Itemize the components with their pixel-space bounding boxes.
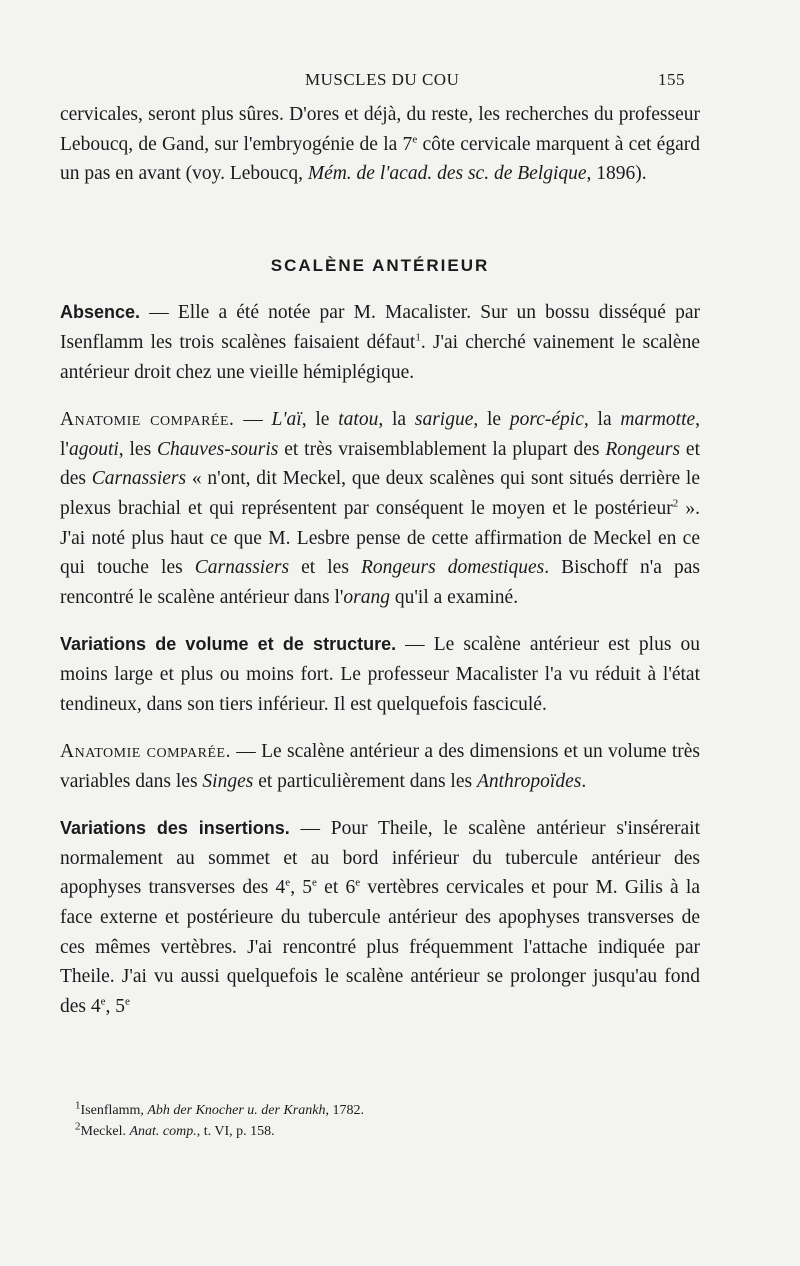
absence-label: Absence. [60, 302, 141, 323]
italic-term: marmotte [620, 409, 696, 431]
text-run: cervicales, seront plus sûres. D'ores et déjà, du reste, les recherches du professeur Leboucq, de Gand, sur l'embryogénie de la 7 [60, 104, 700, 155]
page-number: 155 [658, 70, 685, 89]
variations-insertions-label: Variations des insertions. [60, 818, 290, 839]
italic-term: sarigue [414, 409, 474, 431]
citation-italic: Anat. comp. [129, 1124, 197, 1139]
superscript: e [412, 133, 418, 146]
footnote-ref: 1 [415, 331, 421, 344]
text-run: , l' [60, 409, 701, 460]
italic-term: agouti [68, 438, 119, 460]
italic-term: Singes [202, 770, 254, 792]
italic-term: orang [343, 586, 391, 608]
text-run: — Le scalène antérieur a des dimensions et un volume très variables dans les [60, 741, 700, 792]
italic-term: Chauves-souris [157, 438, 279, 460]
text-run: vertèbres cervicales et pour M. Gilis à la face externe et postérieure du tubercule antérieur des apophyses transverses de ces mêmes vertèbres. J'ai rencontré plus fréquemment l'attache indiquée par Theile. J'ai vu aussi quelquefois le scalène antérieur se prolonger jusqu'au fond des 4 [60, 877, 700, 1017]
superscript: e [125, 995, 130, 1008]
citation-italic: Mém. de l'acad. des sc. de Belgique [307, 163, 587, 185]
text-run: , le [473, 409, 510, 431]
variations-insertions-paragraph [60, 814, 700, 1021]
text-run: — Elle a été notée par M. Macalister. Sur un bossu disséqué par Isenflamm les trois scalènes faisaient défaut [60, 302, 700, 353]
text-run: , 1782. [325, 1103, 364, 1118]
text-run: . [581, 770, 587, 792]
variations-volume-paragraph [60, 630, 700, 719]
text-run: côte cervicale marquent à cet égard un pas en avant (voy. Leboucq, [60, 133, 700, 185]
text-run: et particulièrement dans les [253, 770, 477, 792]
text-run: , t. VI, p. 158. [196, 1124, 275, 1139]
text-run: et les [289, 557, 361, 579]
absence-paragraph [60, 298, 700, 387]
text-run: , 5 [105, 995, 126, 1017]
text-run: Meckel. [80, 1124, 130, 1139]
text-run: et très vraisemblablement la plupart des [278, 438, 606, 460]
page-body [60, 100, 700, 1021]
text-run: « n'ont, dit Meckel, que deux scalènes qui sont situés derrière le plexus brachial et qui représentent par conséquent le moyen et le postérieur [60, 468, 700, 519]
italic-term: tatou [338, 409, 379, 431]
text-run: , la [583, 409, 621, 431]
text-run: et des [60, 438, 700, 490]
footnote-ref: 2 [672, 497, 679, 510]
superscript: e [355, 876, 361, 889]
footnote-number: 1 [75, 1099, 81, 1112]
text-run: Isenflamm, [80, 1103, 148, 1118]
italic-term: Rongeurs [605, 438, 681, 460]
italic-term: Carnassiers [194, 557, 290, 579]
text-run: — Pour Theile, le scalène antérieur s'insérerait normalement au sommet et au bord inférieur du tubercule antérieur des apophyses transverses des 4 [60, 818, 700, 899]
italic-term: Rongeurs domestiques [360, 557, 545, 579]
running-title: MUSCLES DU COU [305, 70, 460, 89]
italic-term: porc-épic [509, 409, 584, 431]
text-run: . J'ai cherché vainement le scalène antérieur droit chez une vieille hémiplégique. [60, 331, 700, 383]
section-heading: SCALÈNE ANTÉRIEUR [270, 255, 490, 275]
footnotes [75, 1100, 675, 1142]
italic-term: Anthropoïdes [476, 770, 582, 792]
citation-italic: Abh der Knocher u. der Krankh [147, 1103, 326, 1118]
superscript: e [100, 995, 106, 1008]
italic-term: L'aï [271, 409, 302, 431]
text-run: , le [301, 409, 339, 431]
text-run: qu'il a examiné. [390, 586, 519, 608]
text-run: ». J'ai noté plus haut ce que M. Lesbre pense de cette affirmation de Meckel en ce qui touche les [60, 497, 700, 579]
variations-volume-label: Variations de volume et de structure. [60, 634, 397, 655]
footnote-number: 2 [75, 1120, 81, 1133]
italic-term: Carnassiers [91, 468, 187, 490]
anatomie-label: Anatomie comparée. [60, 409, 235, 431]
anatomie-paragraph-2 [60, 737, 700, 796]
text-run: , la [378, 409, 415, 431]
text-run: et 6 [316, 877, 356, 899]
text-run: — [234, 409, 272, 431]
anatomie-label: Anatomie comparée. [60, 741, 231, 763]
text-run: , 1896). [586, 163, 647, 185]
text-run: , 5 [290, 877, 313, 899]
superscript: e [312, 876, 317, 889]
text-run: , les [118, 438, 158, 460]
text-run: . Bischoff n'a pas rencontré le scalène antérieur dans l' [60, 557, 700, 608]
superscript: e [285, 876, 291, 889]
footnote [75, 1100, 675, 1121]
anatomie-paragraph-1 [60, 405, 700, 612]
intro-paragraph [60, 100, 700, 189]
footnote [75, 1121, 675, 1142]
text-run: — Le scalène antérieur est plus ou moins large et plus ou moins fort. Le professeur Macalister l'a vu réduit à l'état tendineux, dans son tiers inférieur. Il est quelquefois fasciculé. [60, 634, 700, 715]
